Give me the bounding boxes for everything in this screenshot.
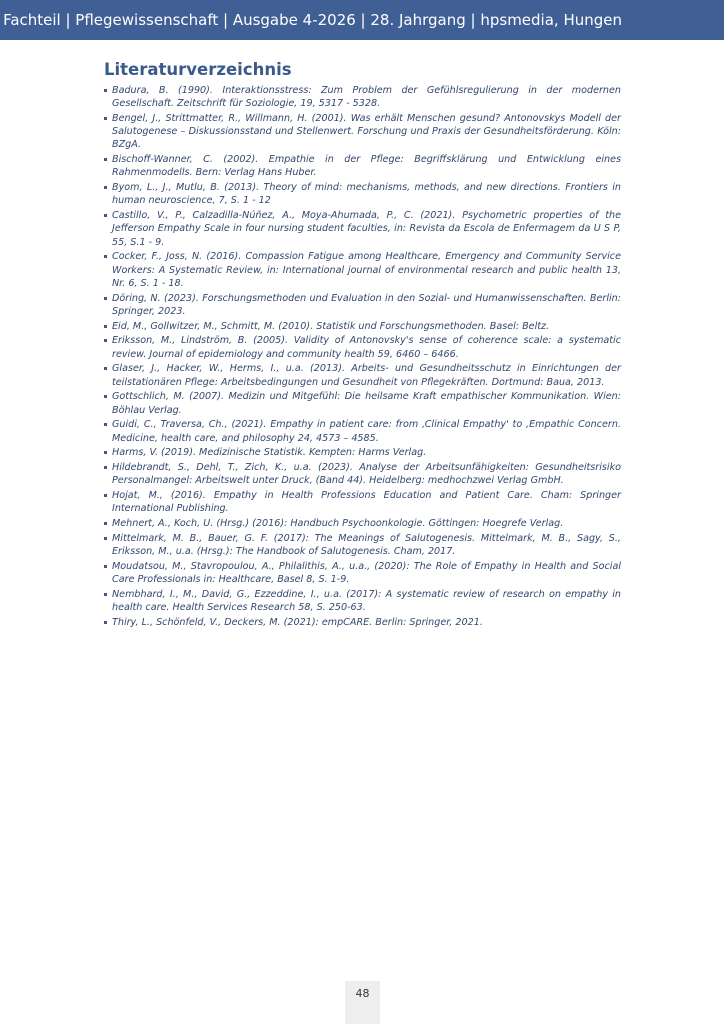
reference-text: Hojat, M., (2016). Empathy in Health Professions Education and Patient Care. Cham: Springer International Publishing. — [112, 490, 621, 515]
reference-item — [104, 209, 621, 249]
bullet-icon — [104, 565, 107, 568]
reference-item — [104, 418, 621, 444]
bullet-icon — [104, 214, 107, 217]
reference-text: Mittelmark, M. B., Bauer, G. F. (2017): The Meanings of Salutogenesis. Mittelmark, M. B., Sagy, S., Eriksson, M., u.a. (Hrsg.): The Handbook of Salutogenesis. Cham, 2017. — [112, 533, 621, 558]
reference-text: Gottschlich, M. (2007). Medizin und Mitgefühl: Die heilsame Kraft empathischer Kommunikation. Wien: Böhlau Verlag. — [112, 391, 621, 416]
reference-item — [104, 560, 621, 586]
reference-text: Castillo, V., P., Calzadilla-Núñez, A., Moya-Ahumada, P., C. (2021). Psychometric properties of the Jefferson Empathy Scale in four nursing student faculties, in: Revista da Escola de Enfermagem da U S P, 55, S.1 - 9. — [112, 210, 621, 248]
reference-text: Byom, L., J., Mutlu, B. (2013). Theory of mind: mechanisms, methods, and new directions. Frontiers in human neuroscience, 7, S. 1 - 12 — [112, 182, 621, 207]
bullet-icon — [104, 537, 107, 540]
header-bar — [0, 0, 724, 40]
reference-text: Döring, N. (2023). Forschungsmethoden und Evaluation in den Sozial- und Humanwissenschaften. Berlin: Springer, 2023. — [112, 292, 621, 317]
page-number: 48 — [355, 987, 370, 1000]
reference-text: Eriksson, M., Lindström, B. (2005). Validity of Antonovsky's sense of coherence scale: a systematic review. Journal of epidemiology and community health 59, 6460 – 6466. — [112, 335, 621, 360]
reference-text: Moudatsou, M., Stavropoulou, A., Philalithis, A., u.a., (2020): The Role of Empathy in Health and Social Care Professionals in: Healthcare, Basel 8, S. 1-9. — [112, 561, 621, 586]
reference-text: Bengel, J., Strittmatter, R., Willmann, H. (2001). Was erhält Menschen gesund? Antonovskys Modell der Salutogenese – Diskussionsstand und Stellenwert. Forschung und Praxis der Gesundheitsförderung. Köln: BZgA. — [112, 113, 621, 151]
bullet-icon — [104, 255, 107, 258]
bullet-icon — [104, 466, 107, 469]
reference-item — [104, 616, 621, 629]
reference-item — [104, 153, 621, 179]
bullet-icon — [104, 89, 107, 92]
bullet-icon — [104, 494, 107, 497]
reference-item — [104, 461, 621, 487]
page-number-box — [345, 981, 380, 1024]
reference-text: Harms, V. (2019). Medizinische Statistik. Kempten: Harms Verlag. — [112, 447, 427, 459]
reference-item — [104, 532, 621, 558]
bullet-icon — [104, 522, 107, 525]
bullet-icon — [104, 593, 107, 596]
reference-text: Glaser, J., Hacker, W., Herms, I., u.a. (2013). Arbeits- und Gesundheitsschutz in Einrichtungen der teilstationären Pflege: Arbeitsbedingungen und Gesundheit von Pflegekräften. Dortmund: Baua, 2013. — [112, 363, 621, 388]
reference-text: Mehnert, A., Koch, U. (Hrsg.) (2016): Handbuch Psychoonkologie. Göttingen: Hoegrefe Verlag. — [112, 518, 564, 530]
reference-text: Thiry, L., Schönfeld, V., Deckers, M. (2021): empCARE. Berlin: Springer, 2021. — [112, 617, 483, 628]
reference-text: Bischoff-Wanner, C. (2002). Empathie in der Pflege: Begriffsklärung und Entwicklung eines Rahmenmodells. Bern: Verlag Hans Huber. — [112, 154, 621, 179]
reference-item — [104, 362, 621, 388]
bullet-icon — [104, 325, 107, 328]
reference-text: Guidi, C., Traversa, Ch., (2021). Empathy in patient care: from ‚Clinical Empathy' to ‚Empathic Concern. Medicine, health care, and philosophy 24, 4573 – 4585. — [112, 419, 621, 444]
reference-item — [104, 250, 621, 290]
reference-item — [104, 517, 621, 530]
reference-item — [104, 446, 621, 459]
bullet-icon — [104, 451, 107, 454]
reference-item — [104, 489, 621, 515]
bullet-icon — [104, 621, 107, 624]
header-title: Fachteil | Pflegewissenschaft | Ausgabe 4-2026 | 28. Jahrgang | hpsmedia, Hungen — [3, 11, 622, 29]
reference-item — [104, 320, 621, 333]
reference-item — [104, 84, 621, 110]
bullet-icon — [104, 117, 107, 120]
bullet-icon — [104, 423, 107, 426]
section-heading: Literaturverzeichnis — [104, 60, 292, 79]
reference-item — [104, 588, 621, 614]
bullet-icon — [104, 158, 107, 161]
bullet-icon — [104, 297, 107, 300]
bullet-icon — [104, 339, 107, 342]
main-content — [104, 60, 621, 631]
reference-text: Nembhard, I., M., David, G., Ezzeddine, I., u.a. (2017): A systematic review of research on empathy in health care. Health Services Research 58, S. 250-63. — [112, 589, 621, 614]
bullet-icon — [104, 186, 107, 189]
reference-text: Eid, M., Gollwitzer, M., Schmitt, M. (2010). Statistik und Forschungsmethoden. Basel: Beltz. — [112, 320, 550, 332]
bullet-icon — [104, 367, 107, 370]
reference-item — [104, 181, 621, 207]
bullet-icon — [104, 395, 107, 398]
reference-list — [104, 84, 621, 629]
reference-text: Hildebrandt, S., Dehl, T., Zich, K., u.a. (2023). Analyse der Arbeitsunfähigkeiten: Gesundheitsrisiko Personalmangel: Arbeitswelt unter Druck, (Band 44). Heidelberg: medhochzwei Verlag GmbH. — [112, 462, 621, 487]
reference-item — [104, 334, 621, 360]
reference-text: Cocker, F., Joss, N. (2016). Compassion Fatigue among Healthcare, Emergency and Community Service Workers: A Systematic Review, in: International journal of environmental research and public health 13, Nr. 6, S. 1 - 18. — [112, 251, 621, 289]
reference-text: Badura, B. (1990). Interaktionsstress: Zum Problem der Gefühlsregulierung in der modernen Gesellschaft. Zeitschrift für Soziologie, 19, 5317 - 5328. — [112, 85, 621, 110]
reference-item — [104, 112, 621, 152]
reference-item — [104, 292, 621, 318]
reference-item — [104, 390, 621, 416]
